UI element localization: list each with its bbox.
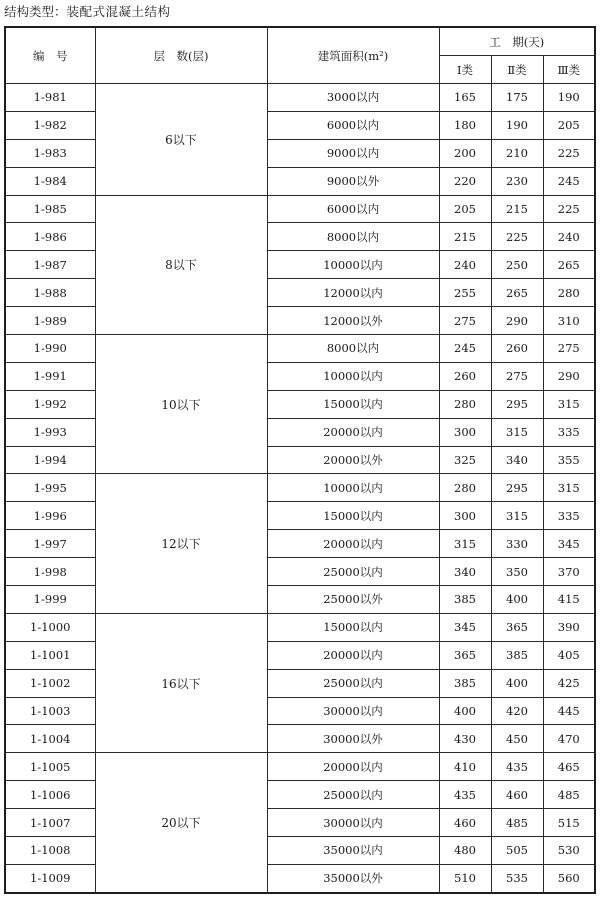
cell-class-2: 260	[491, 335, 543, 363]
cell-floors: 16以下	[95, 613, 267, 752]
cell-class-1: 400	[439, 697, 491, 725]
table-row	[5, 418, 595, 446]
cell-area: 30000以外	[267, 725, 439, 753]
cell-class-2: 485	[491, 809, 543, 837]
cell-class-2: 265	[491, 279, 543, 307]
cell-code: 1-989	[5, 307, 95, 335]
header-class-3: Ⅲ类	[543, 56, 595, 84]
table-row	[5, 530, 595, 558]
cell-code: 1-1006	[5, 781, 95, 809]
table-row	[5, 669, 595, 697]
cell-code: 1-998	[5, 558, 95, 586]
header-class-1: Ⅰ类	[439, 56, 491, 84]
cell-class-1: 345	[439, 613, 491, 641]
cell-class-2: 505	[491, 837, 543, 865]
cell-class-1: 220	[439, 167, 491, 195]
cell-code: 1-997	[5, 530, 95, 558]
cell-class-2: 400	[491, 586, 543, 614]
cell-class-2: 365	[491, 613, 543, 641]
cell-class-1: 245	[439, 335, 491, 363]
table-row	[5, 390, 595, 418]
cell-class-1: 200	[439, 139, 491, 167]
table-row	[5, 362, 595, 390]
cell-class-3: 275	[543, 335, 595, 363]
table-row	[5, 139, 595, 167]
cell-class-1: 365	[439, 641, 491, 669]
header-floors: 层 数(层)	[95, 27, 267, 84]
table-row	[5, 167, 595, 195]
table-row	[5, 753, 595, 781]
cell-class-1: 300	[439, 418, 491, 446]
cell-class-3: 225	[543, 139, 595, 167]
cell-area: 10000以内	[267, 251, 439, 279]
cell-class-1: 180	[439, 111, 491, 139]
table-row	[5, 613, 595, 641]
cell-class-2: 315	[491, 502, 543, 530]
table-row	[5, 558, 595, 586]
table-row	[5, 781, 595, 809]
cell-class-1: 280	[439, 474, 491, 502]
cell-class-3: 515	[543, 809, 595, 837]
cell-area: 8000以内	[267, 335, 439, 363]
cell-code: 1-990	[5, 335, 95, 363]
cell-class-2: 295	[491, 390, 543, 418]
header-area: 建筑面积(m²)	[267, 27, 439, 84]
cell-class-1: 480	[439, 837, 491, 865]
cell-area: 20000以内	[267, 418, 439, 446]
cell-area: 12000以外	[267, 307, 439, 335]
cell-class-2: 275	[491, 362, 543, 390]
cell-area: 20000以内	[267, 641, 439, 669]
cell-class-1: 340	[439, 558, 491, 586]
cell-floors: 6以下	[95, 84, 267, 196]
cell-area: 15000以内	[267, 390, 439, 418]
cell-class-1: 255	[439, 279, 491, 307]
cell-code: 1-983	[5, 139, 95, 167]
cell-code: 1-988	[5, 279, 95, 307]
cell-class-3: 290	[543, 362, 595, 390]
cell-area: 20000以内	[267, 530, 439, 558]
cell-area: 8000以内	[267, 223, 439, 251]
cell-area: 10000以内	[267, 362, 439, 390]
cell-class-1: 300	[439, 502, 491, 530]
cell-class-2: 315	[491, 418, 543, 446]
cell-class-3: 310	[543, 307, 595, 335]
cell-floors: 10以下	[95, 335, 267, 474]
cell-class-2: 215	[491, 195, 543, 223]
cell-class-3: 205	[543, 111, 595, 139]
cell-floors: 20以下	[95, 753, 267, 893]
header-code: 编 号	[5, 27, 95, 84]
cell-area: 10000以内	[267, 474, 439, 502]
table-body	[5, 84, 595, 893]
table-row	[5, 446, 595, 474]
table-row	[5, 837, 595, 865]
cell-area: 9000以内	[267, 139, 439, 167]
table-row	[5, 697, 595, 725]
cell-class-1: 385	[439, 586, 491, 614]
cell-class-3: 425	[543, 669, 595, 697]
cell-class-3: 265	[543, 251, 595, 279]
structure-type-caption	[4, 2, 171, 22]
cell-area: 35000以内	[267, 837, 439, 865]
table-row	[5, 586, 595, 614]
cell-class-2: 420	[491, 697, 543, 725]
cell-code: 1-985	[5, 195, 95, 223]
cell-area: 15000以内	[267, 502, 439, 530]
cell-code: 1-987	[5, 251, 95, 279]
cell-class-3: 345	[543, 530, 595, 558]
cell-area: 20000以外	[267, 446, 439, 474]
cell-area: 15000以内	[267, 613, 439, 641]
cell-class-1: 315	[439, 530, 491, 558]
cell-area: 6000以内	[267, 111, 439, 139]
cell-class-2: 290	[491, 307, 543, 335]
cell-code: 1-981	[5, 84, 95, 112]
cell-code: 1-1003	[5, 697, 95, 725]
cell-code: 1-994	[5, 446, 95, 474]
cell-class-1: 215	[439, 223, 491, 251]
table-row	[5, 195, 595, 223]
cell-class-1: 410	[439, 753, 491, 781]
cell-area: 6000以内	[267, 195, 439, 223]
cell-class-3: 245	[543, 167, 595, 195]
cell-code: 1-991	[5, 362, 95, 390]
cell-class-2: 350	[491, 558, 543, 586]
structure-type-value: 装配式混凝土结构	[66, 4, 171, 19]
cell-code: 1-982	[5, 111, 95, 139]
cell-class-1: 280	[439, 390, 491, 418]
header-class-2: Ⅱ类	[491, 56, 543, 84]
cell-area: 9000以外	[267, 167, 439, 195]
cell-class-3: 315	[543, 474, 595, 502]
cell-code: 1-993	[5, 418, 95, 446]
cell-class-3: 470	[543, 725, 595, 753]
cell-class-3: 415	[543, 586, 595, 614]
cell-area: 25000以内	[267, 669, 439, 697]
cell-area: 20000以内	[267, 753, 439, 781]
cell-code: 1-999	[5, 586, 95, 614]
cell-class-2: 435	[491, 753, 543, 781]
table-row	[5, 111, 595, 139]
cell-class-2: 340	[491, 446, 543, 474]
cell-area: 25000以外	[267, 586, 439, 614]
cell-class-3: 370	[543, 558, 595, 586]
cell-class-3: 560	[543, 864, 595, 892]
cell-class-3: 405	[543, 641, 595, 669]
cell-code: 1-995	[5, 474, 95, 502]
cell-code: 1-996	[5, 502, 95, 530]
cell-class-2: 190	[491, 111, 543, 139]
header-period: 工 期(天)	[439, 27, 595, 56]
cell-code: 1-1000	[5, 613, 95, 641]
cell-class-2: 330	[491, 530, 543, 558]
cell-class-1: 510	[439, 864, 491, 892]
cell-floors: 8以下	[95, 195, 267, 334]
cell-code: 1-1002	[5, 669, 95, 697]
table-row	[5, 809, 595, 837]
cell-class-1: 260	[439, 362, 491, 390]
structure-type-label: 结构类型：	[4, 4, 67, 19]
cell-area: 30000以内	[267, 809, 439, 837]
cell-code: 1-1009	[5, 864, 95, 892]
cell-class-3: 355	[543, 446, 595, 474]
cell-class-1: 460	[439, 809, 491, 837]
cell-class-3: 315	[543, 390, 595, 418]
cell-code: 1-1005	[5, 753, 95, 781]
cell-class-3: 485	[543, 781, 595, 809]
cell-code: 1-1008	[5, 837, 95, 865]
cell-area: 12000以内	[267, 279, 439, 307]
table-row	[5, 279, 595, 307]
cell-class-3: 335	[543, 502, 595, 530]
cell-class-3: 335	[543, 418, 595, 446]
cell-code: 1-992	[5, 390, 95, 418]
cell-class-3: 445	[543, 697, 595, 725]
table-row	[5, 474, 595, 502]
cell-code: 1-1001	[5, 641, 95, 669]
cell-class-1: 165	[439, 84, 491, 112]
cell-class-2: 230	[491, 167, 543, 195]
cell-class-3: 240	[543, 223, 595, 251]
cell-class-2: 175	[491, 84, 543, 112]
table-row	[5, 84, 595, 112]
cell-class-1: 205	[439, 195, 491, 223]
cell-class-1: 385	[439, 669, 491, 697]
table-row	[5, 223, 595, 251]
cell-class-2: 210	[491, 139, 543, 167]
cell-class-3: 465	[543, 753, 595, 781]
cell-class-1: 240	[439, 251, 491, 279]
cell-code: 1-1004	[5, 725, 95, 753]
cell-class-2: 450	[491, 725, 543, 753]
cell-class-3: 225	[543, 195, 595, 223]
cell-class-1: 325	[439, 446, 491, 474]
cell-class-2: 400	[491, 669, 543, 697]
table-row	[5, 307, 595, 335]
cell-code: 1-984	[5, 167, 95, 195]
cell-area: 25000以内	[267, 781, 439, 809]
cell-class-2: 385	[491, 641, 543, 669]
cell-class-2: 460	[491, 781, 543, 809]
cell-area: 25000以内	[267, 558, 439, 586]
cell-class-2: 250	[491, 251, 543, 279]
table-row	[5, 725, 595, 753]
cell-class-2: 295	[491, 474, 543, 502]
table-row	[5, 641, 595, 669]
cell-code: 1-1007	[5, 809, 95, 837]
cell-area: 3000以内	[267, 84, 439, 112]
cell-class-1: 430	[439, 725, 491, 753]
table-row	[5, 335, 595, 363]
table-row	[5, 864, 595, 892]
cell-class-3: 530	[543, 837, 595, 865]
cell-floors: 12以下	[95, 474, 267, 613]
duration-table	[4, 26, 596, 894]
cell-class-2: 535	[491, 864, 543, 892]
table-row	[5, 251, 595, 279]
cell-area: 35000以外	[267, 864, 439, 892]
cell-class-3: 190	[543, 84, 595, 112]
cell-area: 30000以内	[267, 697, 439, 725]
cell-class-3: 390	[543, 613, 595, 641]
table-row	[5, 502, 595, 530]
cell-class-3: 280	[543, 279, 595, 307]
cell-class-1: 435	[439, 781, 491, 809]
cell-class-2: 225	[491, 223, 543, 251]
cell-code: 1-986	[5, 223, 95, 251]
cell-class-1: 275	[439, 307, 491, 335]
